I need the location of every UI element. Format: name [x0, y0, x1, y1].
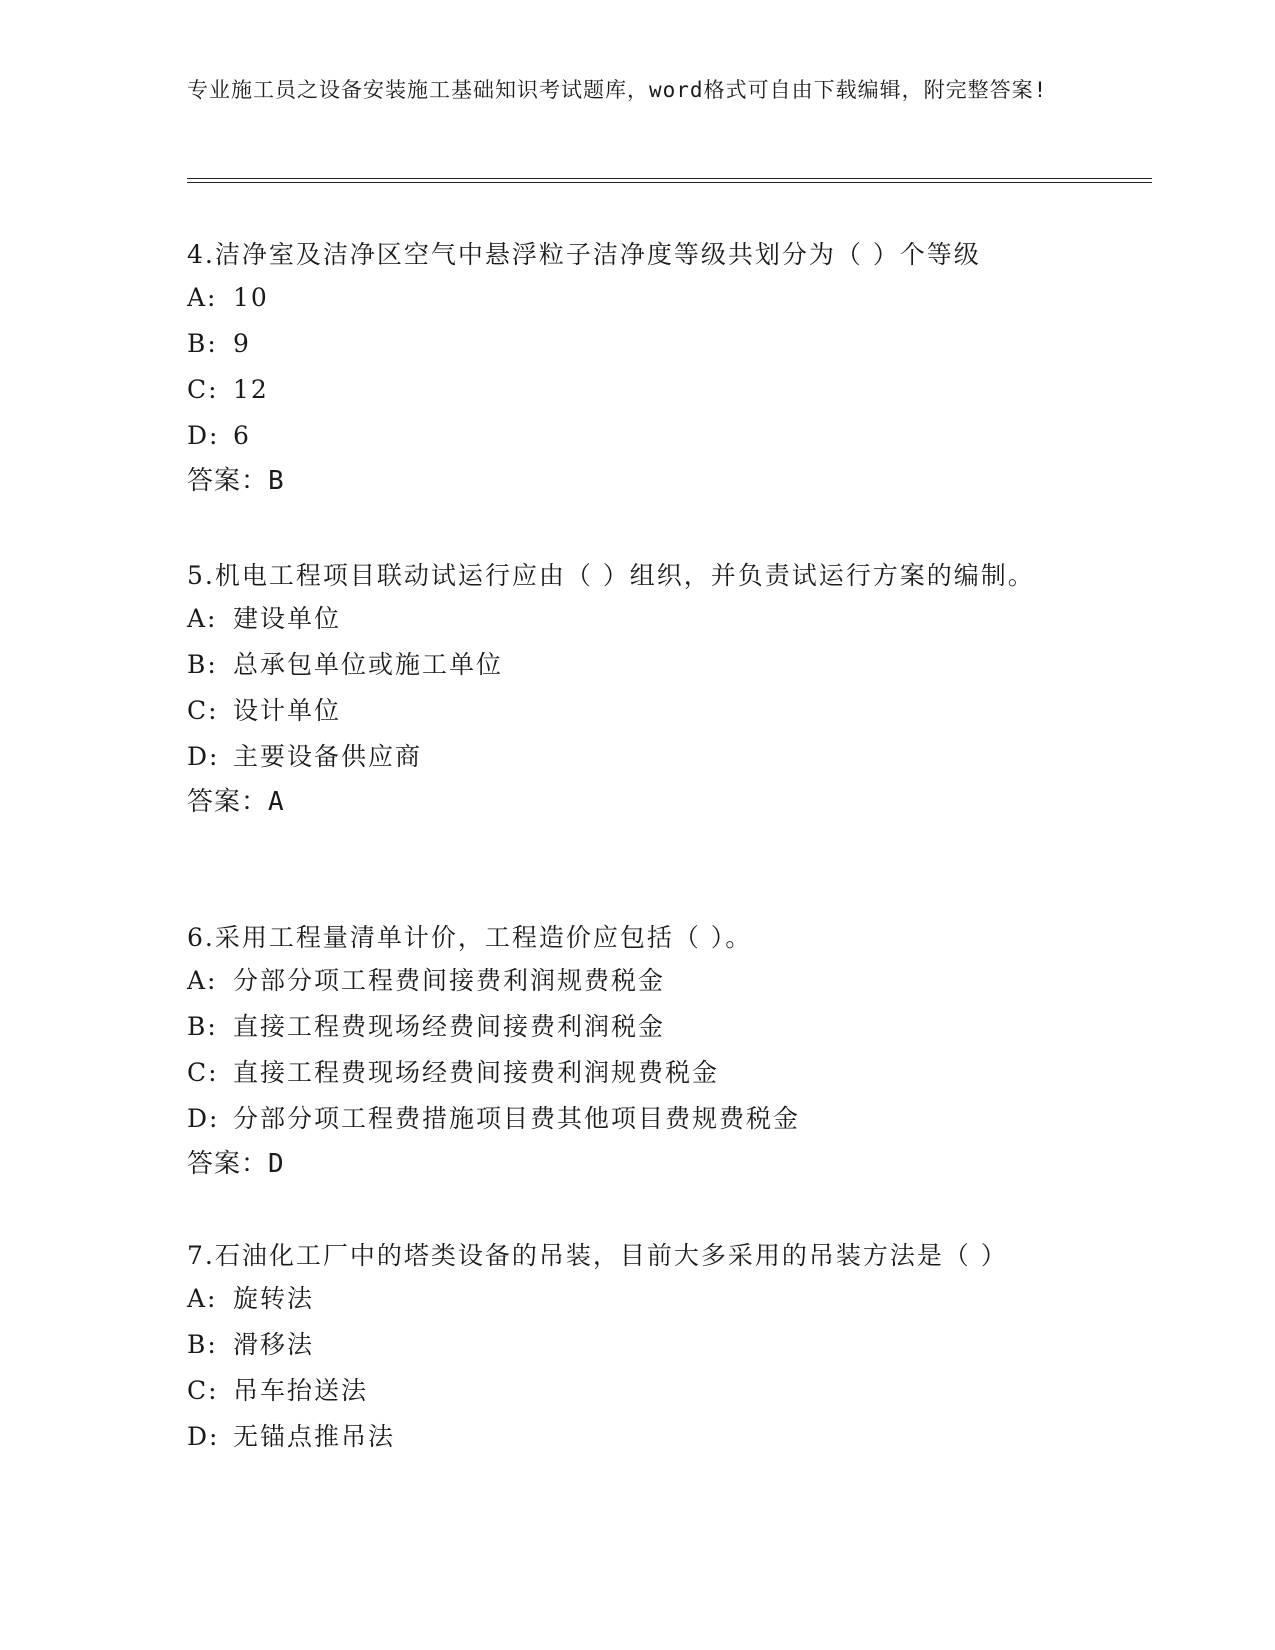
option-c: [187, 367, 1087, 413]
question-stem: 7.石油化工厂中的塔类设备的吊装，目前大多采用的吊装方法是（ ）: [187, 1241, 1008, 1270]
document-header: 专业施工员之设备安装施工基础知识考试题库，word格式可自由下载编辑，附完整答案!: [187, 78, 1048, 102]
option-text: 设计单位: [233, 696, 342, 725]
option-c: [187, 688, 1087, 734]
question-stem: 6.采用工程量清单计价，工程造价应包括（ ）。: [187, 923, 753, 952]
option-letter: D:: [187, 421, 220, 450]
option-text: 总承包单位或施工单位: [233, 650, 504, 679]
answer-line: 答案：D: [187, 1149, 285, 1179]
option-d: [187, 413, 1087, 459]
option-text: 10: [233, 283, 269, 312]
option-letter: A:: [187, 604, 218, 633]
option-letter: A:: [187, 966, 218, 995]
option-c: [187, 1368, 1087, 1414]
option-letter: B:: [187, 1330, 218, 1359]
option-text: 直接工程费现场经费间接费利润规费税金: [233, 1058, 720, 1087]
option-letter: D:: [187, 742, 220, 771]
option-d: [187, 734, 1087, 780]
option-text: 分部分项工程费措施项目费其他项目费规费税金: [233, 1104, 801, 1133]
option-b: [187, 1322, 1087, 1368]
option-letter: C:: [187, 696, 219, 725]
option-letter: C:: [187, 1058, 219, 1087]
option-b: [187, 1004, 1087, 1050]
option-letter: C:: [187, 375, 219, 404]
question-7: [187, 1236, 1087, 1460]
option-text: 12: [233, 375, 269, 404]
option-text: 吊车抬送法: [233, 1376, 369, 1405]
option-letter: D:: [187, 1422, 220, 1451]
answer-line: 答案：A: [187, 787, 285, 817]
option-d: [187, 1096, 1087, 1142]
option-a: [187, 958, 1087, 1004]
option-a: [187, 275, 1087, 321]
option-letter: C:: [187, 1376, 219, 1405]
option-text: 建设单位: [233, 604, 342, 633]
option-letter: B:: [187, 650, 218, 679]
option-text: 主要设备供应商: [233, 742, 423, 771]
option-a: [187, 596, 1087, 642]
question-stem: 4.洁净室及洁净区空气中悬浮粒子洁净度等级共划分为（ ）个等级: [187, 240, 981, 269]
question-stem: 5.机电工程项目联动试运行应由（ ）组织，并负责试运行方案的编制。: [187, 561, 1035, 590]
option-b: [187, 642, 1087, 688]
option-text: 6: [233, 421, 251, 450]
header-divider-top: [187, 178, 1152, 179]
question-4: [187, 235, 1087, 503]
option-b: [187, 321, 1087, 367]
question-5: [187, 556, 1087, 824]
question-6: [187, 918, 1087, 1186]
option-text: 分部分项工程费间接费利润规费税金: [233, 966, 666, 995]
option-letter: B:: [187, 1012, 218, 1041]
option-letter: B:: [187, 329, 218, 358]
option-d: [187, 1414, 1087, 1460]
header-divider-bottom: [187, 182, 1152, 183]
option-letter: D:: [187, 1104, 220, 1133]
option-c: [187, 1050, 1087, 1096]
answer-line: 答案：B: [187, 466, 285, 496]
option-text: 旋转法: [233, 1284, 315, 1313]
option-text: 9: [233, 329, 251, 358]
option-letter: A:: [187, 283, 218, 312]
option-a: [187, 1276, 1087, 1322]
option-text: 滑移法: [233, 1330, 315, 1359]
option-text: 无锚点推吊法: [233, 1422, 396, 1451]
option-text: 直接工程费现场经费间接费利润税金: [233, 1012, 666, 1041]
option-letter: A:: [187, 1284, 218, 1313]
